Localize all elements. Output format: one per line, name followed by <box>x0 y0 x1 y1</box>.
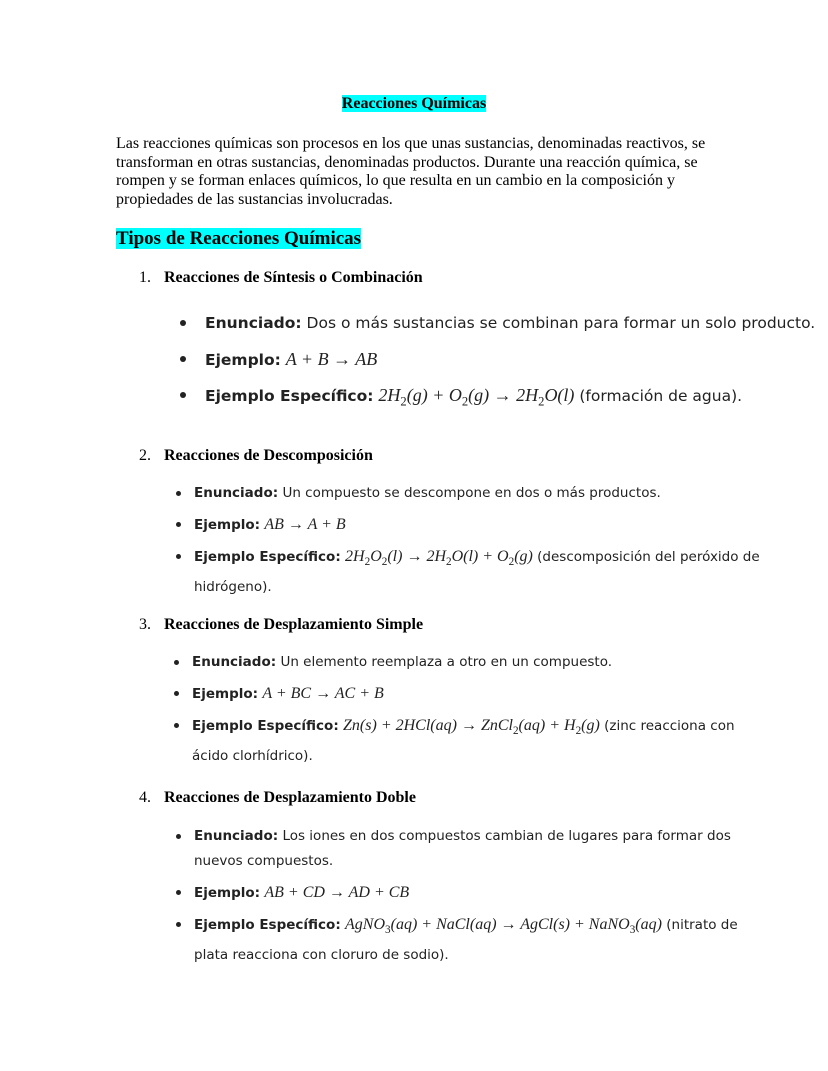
type-number: 3. <box>139 616 151 633</box>
list-item <box>173 880 763 906</box>
list-item <box>171 713 763 769</box>
list-item <box>171 681 763 707</box>
list-item <box>173 824 763 874</box>
type-heading-1 <box>139 268 423 288</box>
intro-paragraph: Las reacciones químicas son procesos en los que unas sustancias, denominadas reactivos, se transforman en otras sustancias, denominadas productos. Durante una reacción química, se rompen y se forman enlaces químicos, lo que resulta en un cambio en la composición y propiedades de las sustancias involucradas. <box>116 135 706 208</box>
section-heading-text: Tipos de Reacciones Químicas <box>116 228 362 249</box>
especifico-equation: AgNO$_3$(aq) + NaCl(aq) → AgCl(s) + NaNO$_3$(aq) <box>345 916 662 937</box>
label-enunciado: Enunciado: <box>205 314 302 332</box>
bullet-icon <box>176 890 181 895</box>
bullet-icon <box>176 554 181 559</box>
list-item <box>173 912 763 968</box>
bullet-icon <box>174 660 179 665</box>
list-item <box>176 348 796 384</box>
especifico-note: (zinc reacciona con ácido clorhídrico). <box>192 718 735 765</box>
bullet-icon <box>174 691 179 696</box>
enunciado-text: Un elemento reemplaza a otro en un compuesto. <box>280 654 613 670</box>
type-title: Reacciones de Síntesis o Combinación <box>164 269 423 286</box>
especifico-note: (nitrato de plata reacciona con cloruro de sodio). <box>194 917 738 964</box>
bullet-icon <box>180 320 186 326</box>
ejemplo-equation: AB → A + B <box>264 516 346 533</box>
title-text: Reacciones Químicas <box>341 95 487 112</box>
type-title: Reacciones de Desplazamiento Simple <box>164 616 424 633</box>
type-heading-2 <box>139 446 373 466</box>
label-ejemplo: Ejemplo: <box>194 885 261 901</box>
list-item <box>173 481 763 506</box>
type-title: Reacciones de Desplazamiento Doble <box>164 789 416 806</box>
type-title: Reacciones de Descomposición <box>164 447 373 464</box>
type-1-bullets <box>176 312 816 420</box>
label-enunciado: Enunciado: <box>194 828 279 844</box>
type-number: 2. <box>139 447 151 464</box>
especifico-note: (descomposición del peróxido de hidrógeno). <box>194 549 760 596</box>
bullet-icon <box>176 522 181 527</box>
label-ejemplo: Ejemplo: <box>194 517 261 533</box>
label-enunciado: Enunciado: <box>194 485 279 501</box>
bullet-icon <box>174 723 179 728</box>
label-ejemplo: Ejemplo: <box>192 686 259 702</box>
bullet-icon <box>180 356 186 362</box>
type-heading-3 <box>139 615 423 635</box>
especifico-note: (formación de agua). <box>579 387 743 405</box>
type-number: 1. <box>139 269 151 286</box>
bullet-icon <box>176 491 181 496</box>
section-heading <box>116 227 361 251</box>
document-title <box>0 94 828 114</box>
label-enunciado: Enunciado: <box>192 654 277 670</box>
type-4-bullets <box>173 824 763 968</box>
bullet-icon <box>176 834 181 839</box>
ejemplo-equation: A + BC → AC + B <box>262 685 384 702</box>
enunciado-text: Dos o más sustancias se combinan para formar un solo producto. <box>306 314 816 332</box>
enunciado-text: Un compuesto se descompone en dos o más productos. <box>282 485 661 501</box>
list-item <box>173 544 763 600</box>
ejemplo-equation: AB + CD → AD + CB <box>264 884 410 901</box>
type-2-bullets <box>173 481 763 600</box>
ejemplo-equation: A + B → AB <box>285 349 378 369</box>
bullet-icon <box>176 922 181 927</box>
label-ejemplo-especifico: Ejemplo Específico: <box>205 387 374 405</box>
bullet-icon <box>180 392 186 398</box>
list-item <box>173 512 763 538</box>
type-heading-4 <box>139 788 416 808</box>
type-3-bullets <box>171 650 763 769</box>
type-number: 4. <box>139 789 151 806</box>
especifico-equation: $2H_2O_2(l) \to 2H_2O(l) + O_2(g)$ <box>345 548 533 569</box>
especifico-equation: $2H_2(g) + O_2(g) \to 2H_2O(l)$ <box>378 385 575 409</box>
label-ejemplo-especifico: Ejemplo Específico: <box>194 549 341 565</box>
list-item <box>176 312 816 348</box>
label-ejemplo: Ejemplo: <box>205 351 281 369</box>
enunciado-text: Los iones en dos compuestos cambian de lugares para formar dos nuevos compuestos. <box>194 828 731 869</box>
list-item <box>176 384 796 420</box>
especifico-equation: Zn(s) + 2HCl(aq) → ZnCl$_2$(aq) + $H_2(g)$ <box>343 717 600 738</box>
label-ejemplo-especifico: Ejemplo Específico: <box>192 718 339 734</box>
label-ejemplo-especifico: Ejemplo Específico: <box>194 917 341 933</box>
list-item <box>171 650 763 675</box>
